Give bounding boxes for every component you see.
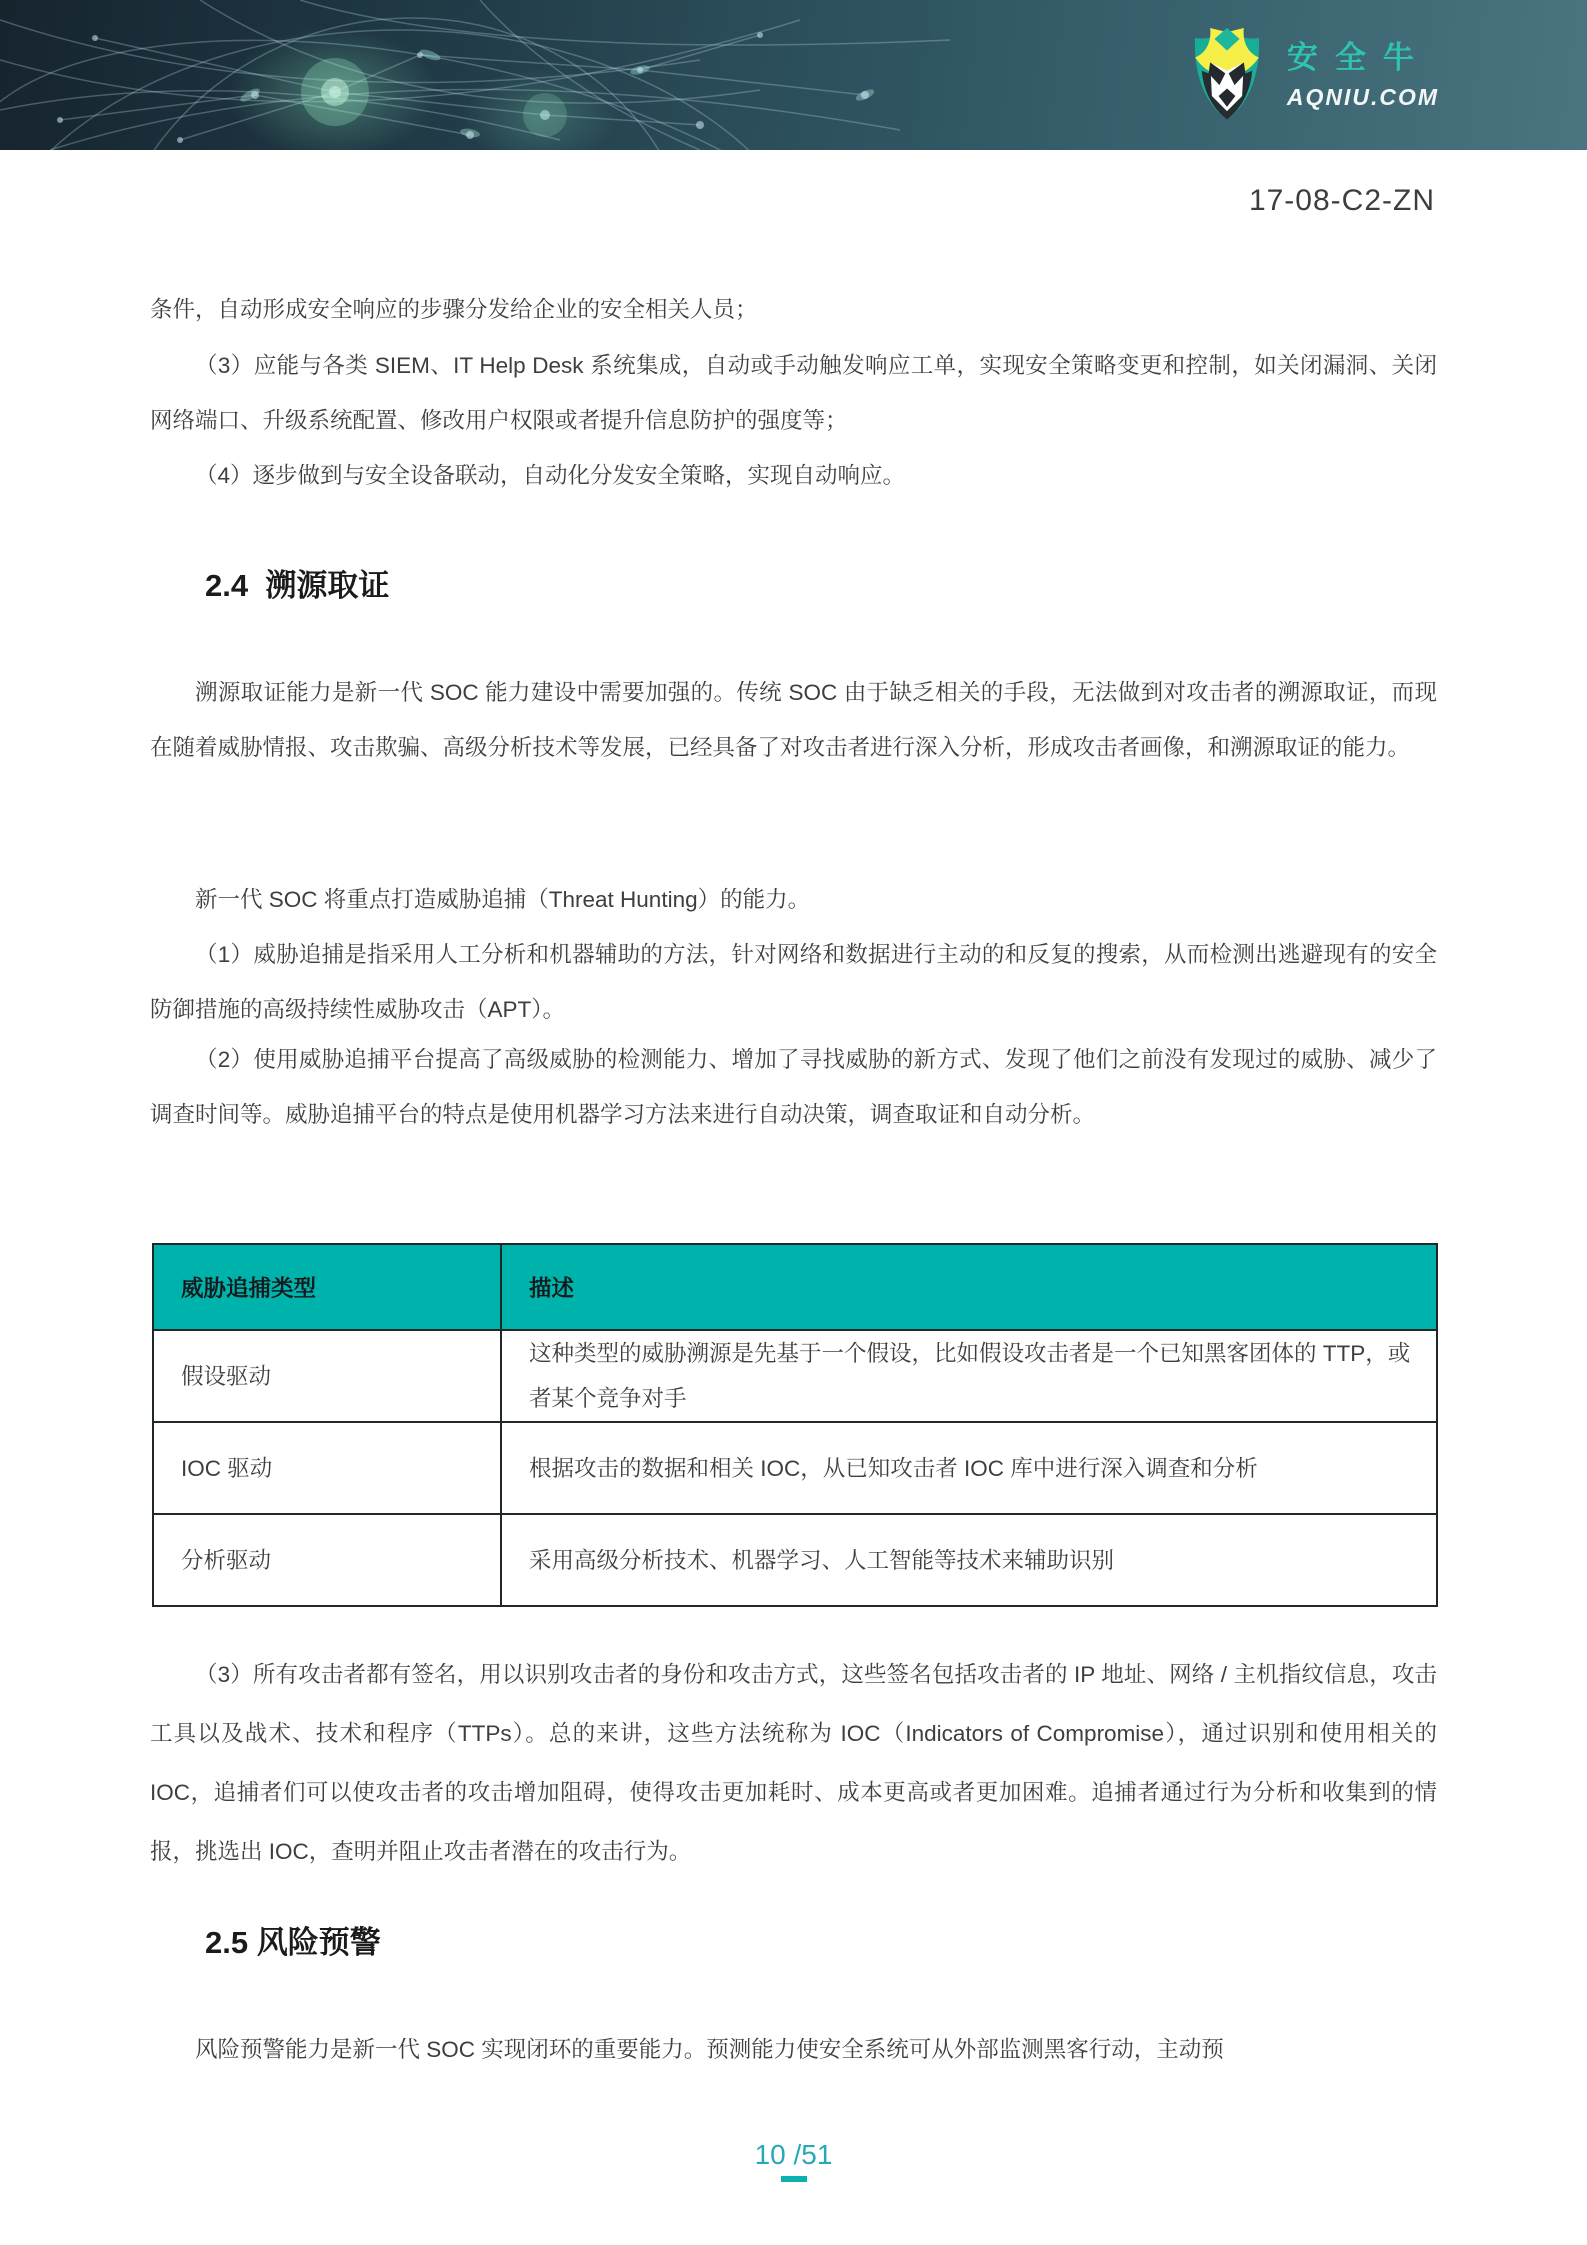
paragraph-point-3: （3）所有攻击者都有签名，用以识别攻击者的身份和攻击方式，这些签名包括攻击者的 IP 地址、网络 / 主机指纹信息，攻击工具以及战术、技术和程序（TTPs）。总的来讲，这些方法统称为 IOC（Indicators of Compromise），通过识别和使用相关的 IOC，追捕者们可以使攻击者的攻击增加阻碍，使得攻击更加耗时、成本更高或者更加困难。追捕者通过行为分析和收集到的情报，挑选出 IOC，查明并阻止攻击者潜在的攻击行为。	[150, 1662, 1437, 1864]
table-row	[153, 1330, 1437, 1422]
cell-type-analytics: 分析驱动	[153, 1514, 501, 1606]
brand-wordmark	[1287, 39, 1439, 112]
paragraph-risk-intro: 风险预警能力是新一代 SOC 实现闭环的重要能力。预测能力使安全系统可从外部监测黑客行动，主动预	[195, 2037, 1224, 2062]
table-header-desc: 描述	[501, 1244, 1437, 1330]
table-header-row	[153, 1244, 1437, 1330]
section-title-2-5: 2.5 风险预警	[205, 1925, 381, 1960]
threat-hunting-table	[152, 1243, 1438, 1607]
cell-type-hypothesis: 假设驱动	[153, 1330, 501, 1422]
brand-domain: AQNIU.COM	[1286, 83, 1439, 110]
brand-logo	[1185, 18, 1439, 132]
page-number: 10 /51	[754, 2139, 833, 2170]
section-title-2-4: 2.4 溯源取证	[205, 568, 390, 603]
cell-desc-ioc: 根据攻击的数据和相关 IOC，从已知攻击者 IOC 库中进行深入调查和分析	[501, 1422, 1437, 1514]
cell-desc-hypothesis: 这种类型的威胁溯源是先基于一个假设，比如假设攻击者是一个已知黑客团体的 TTP，或者某个竞争对手	[501, 1330, 1437, 1422]
cell-desc-analytics: 采用高级分析技术、机器学习、人工智能等技术来辅助识别	[501, 1514, 1437, 1606]
header-banner	[0, 0, 1587, 150]
paragraph-tracing-intro: 溯源取证能力是新一代 SOC 能力建设中需要加强的。传统 SOC 由于缺乏相关的手段，无法做到对攻击者的溯源取证，而现在随着威胁情报、攻击欺骗、高级分析技术等发展，已经具备了对攻击者进行深入分析，形成攻击者画像，和溯源取证的能力。	[150, 680, 1437, 760]
paragraph-item-4: （4）逐步做到与安全设备联动，自动化分发安全策略，实现自动响应。	[195, 463, 906, 488]
paragraph-point-2: （2）使用威胁追捕平台提高了高级威胁的检测能力、增加了寻找威胁的新方式、发现了他们之前没有发现过的威胁、减少了调查时间等。威胁追捕平台的特点是使用机器学习方法来进行自动决策，调查取证和自动分析。	[150, 1047, 1437, 1127]
document-code: 17-08-C2-ZN	[1248, 184, 1435, 217]
table-row	[153, 1422, 1437, 1514]
paragraph-threat-hunting: 新一代 SOC 将重点打造威胁追捕（Threat Hunting）的能力。	[195, 887, 811, 912]
paragraph-condition: 条件，自动形成安全响应的步骤分发给企业的安全相关人员；	[150, 297, 758, 322]
brand-name: 安全牛	[1286, 39, 1431, 75]
paragraph-point-1: （1）威胁追捕是指采用人工分析和机器辅助的方法，针对网络和数据进行主动的和反复的搜索，从而检测出逃避现有的安全防御措施的高级持续性威胁攻击（APT）。	[150, 942, 1437, 1022]
page-number-underline	[781, 2176, 807, 2182]
paragraph-item-3: （3）应能与各类 SIEM、IT Help Desk 系统集成，自动或手动触发响应工单，实现安全策略变更和控制，如关闭漏洞、关闭网络端口、升级系统配置、修改用户权限或者提升信息防护的强度等；	[150, 353, 1437, 433]
cell-type-ioc: IOC 驱动	[153, 1422, 501, 1514]
table-header-type: 威胁追捕类型	[153, 1244, 501, 1330]
bull-mask-icon	[1185, 22, 1269, 128]
table-row	[153, 1514, 1437, 1606]
